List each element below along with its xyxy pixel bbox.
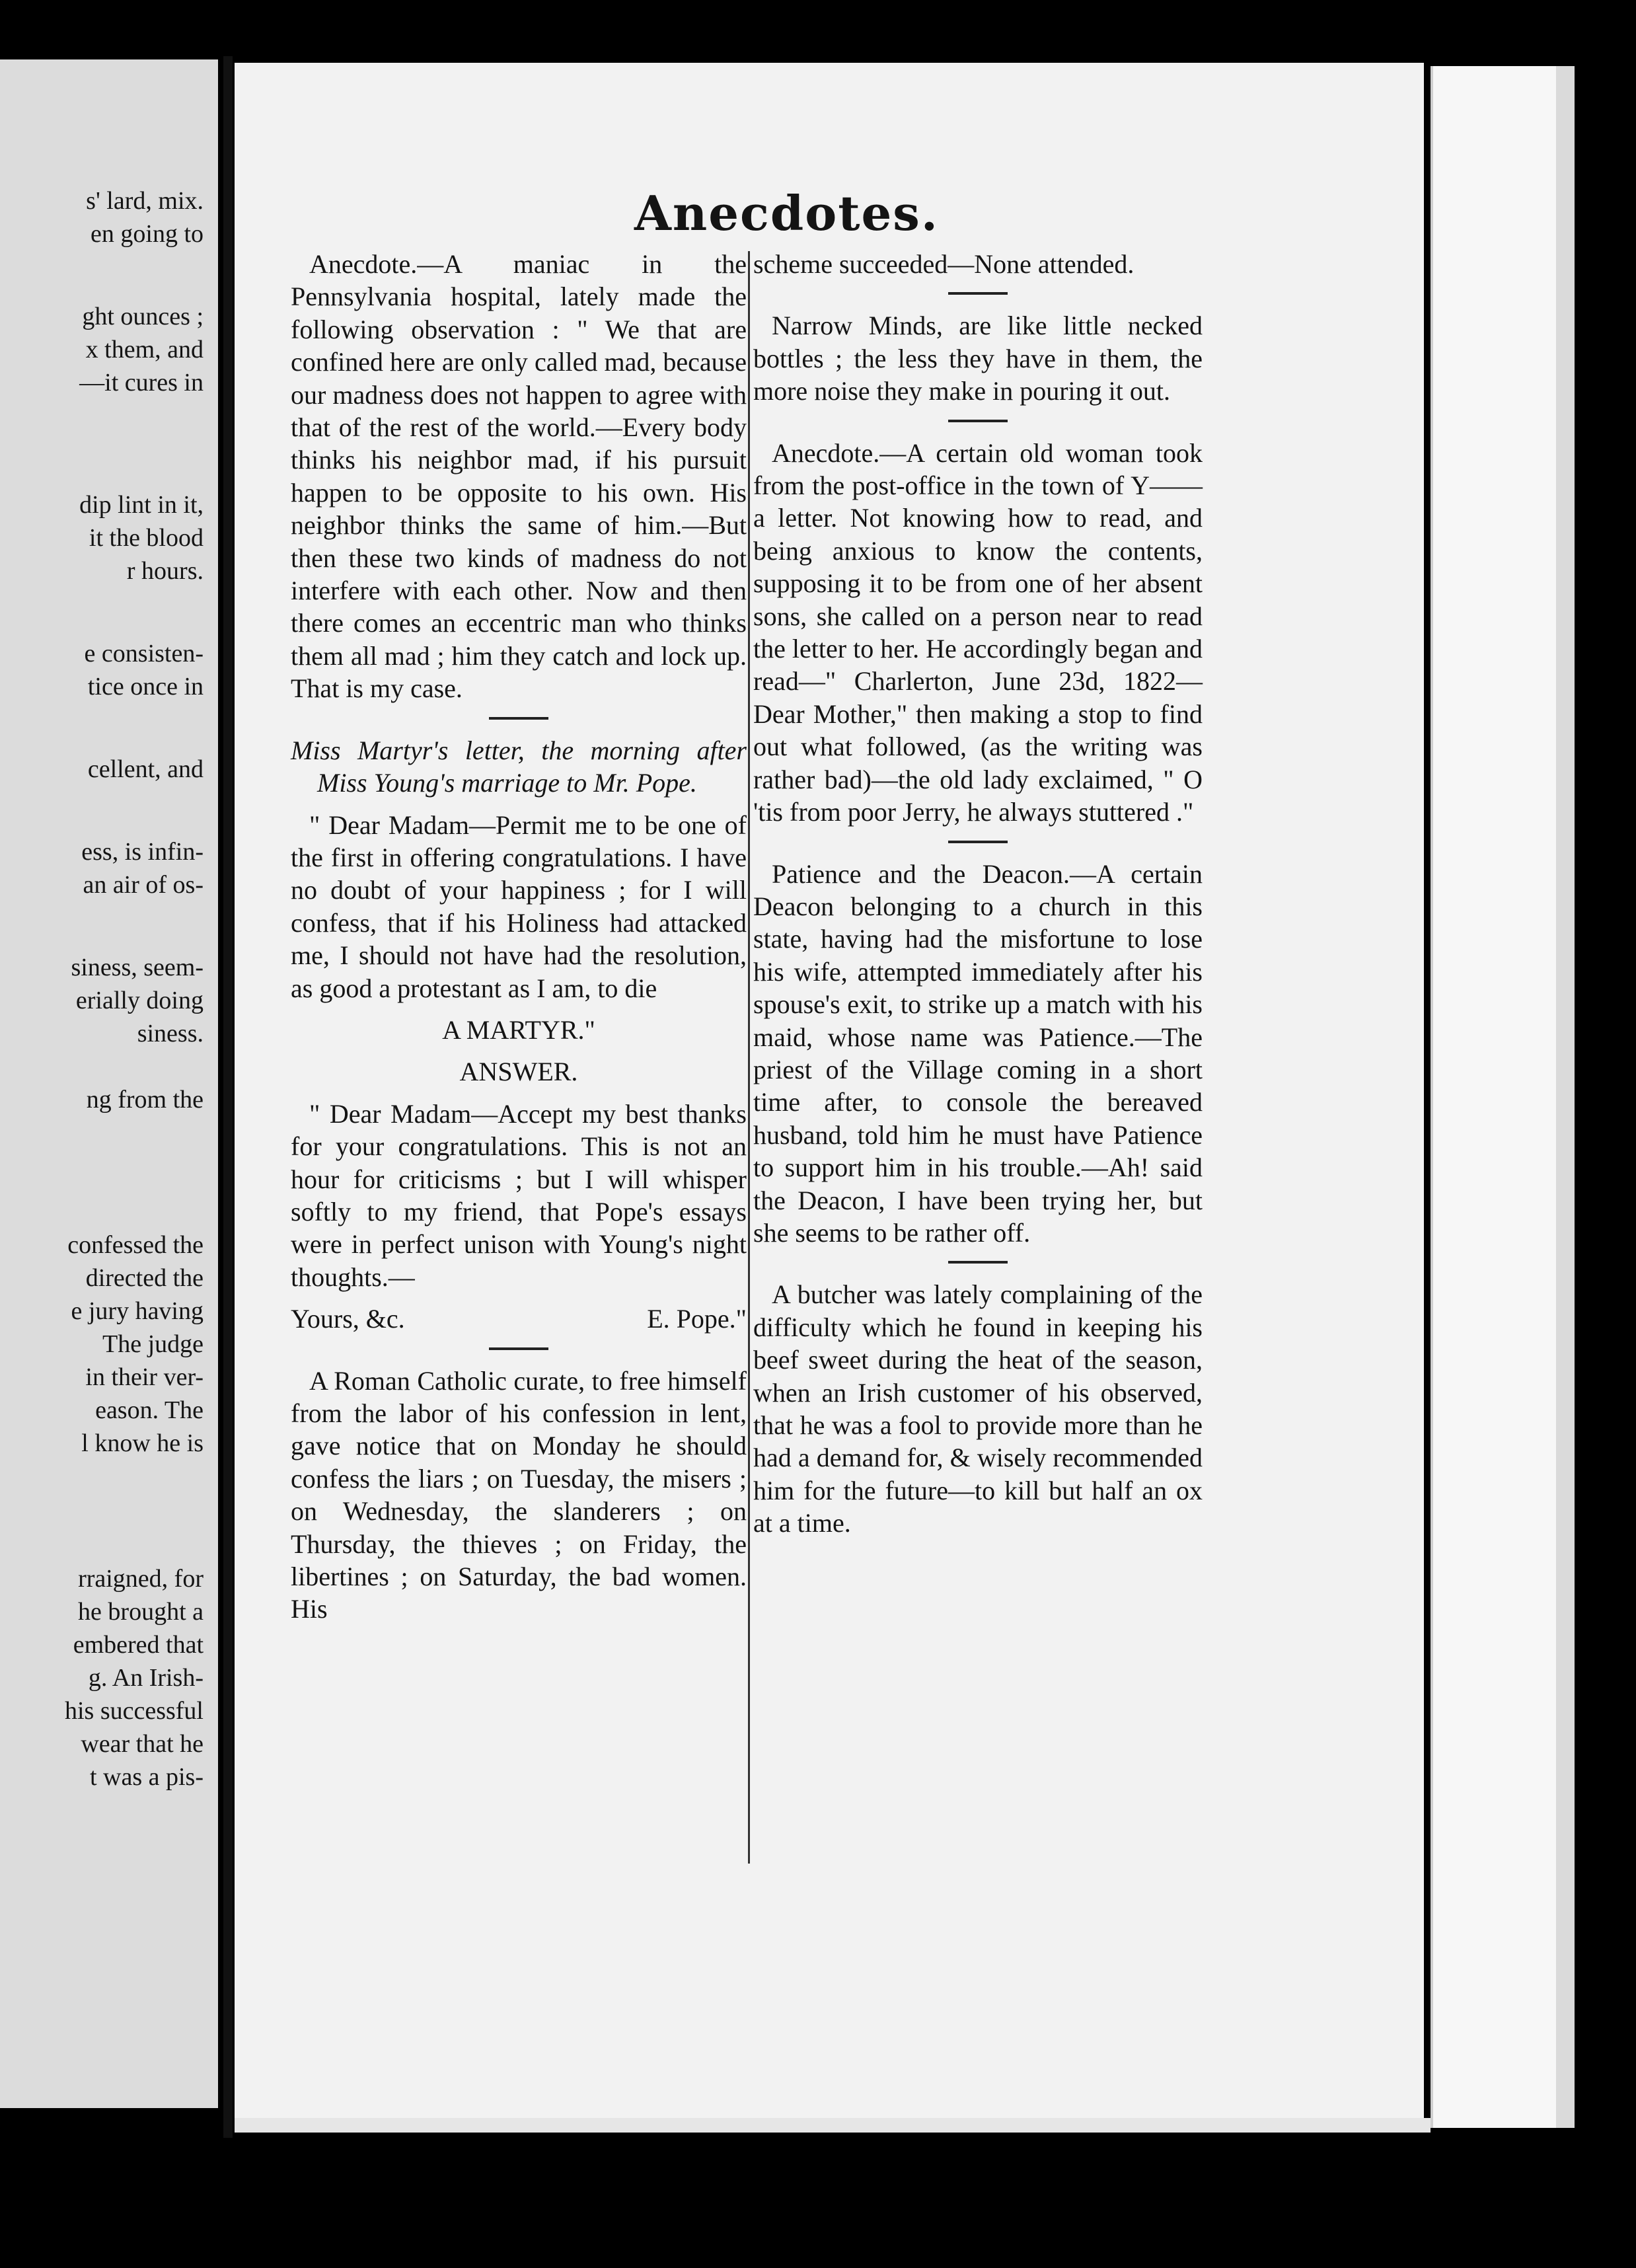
separator-rule (948, 841, 1008, 843)
page-edge-shadow (1556, 66, 1575, 2128)
separator-rule (948, 1261, 1008, 1264)
facing-page-text-fragment: embered that (73, 1631, 204, 1659)
facing-page-fragment (0, 59, 218, 2108)
letter-signature: A MARTYR." (442, 1014, 595, 1045)
facing-page-text-fragment: erially doing (75, 987, 204, 1014)
facing-page-text-fragment: e consisten- (84, 640, 204, 667)
answer-heading: ANSWER. (459, 1057, 578, 1087)
answer-signer: E. Pope." (647, 1304, 747, 1334)
column-1 (291, 248, 747, 1635)
letter-body: " Dear Madam—Permit me to be one of the first in offering congratulations. I have no doubt of your happiness ; for I will confess, that if his Holiness had attacked me, I should not have had the resolution, as good a protestant as I am, to die (291, 810, 747, 1003)
facing-page-text-fragment: r hours. (126, 557, 204, 585)
page-edge (1431, 66, 1559, 2128)
separator-rule (489, 1347, 548, 1350)
facing-page-text-fragment: ess, is infin- (81, 838, 204, 866)
answer-closing: Yours, &c. (291, 1304, 405, 1334)
anecdote-curate-continued: scheme succeeded—None attended. (753, 249, 1134, 279)
facing-page-text-fragment: it the blood (89, 524, 204, 552)
facing-page-text-fragment: —it cures in (79, 369, 204, 397)
separator-rule (489, 717, 548, 720)
facing-page-text-fragment: g. An Irish- (88, 1664, 204, 1692)
facing-page-text-fragment: en going to (91, 220, 204, 248)
answer-body: " Dear Madam—Accept my best thanks for your congratulations. This is not an hour for criticisms ; but I will whisper softly to my friend, that Pope's essays were in perfect unison with Young's night thoughts.— (291, 1098, 747, 1292)
facing-page-text-fragment: cellent, and (87, 755, 204, 783)
facing-page-text-fragment: The judge (102, 1330, 204, 1358)
facing-page-text-fragment: siness. (137, 1020, 204, 1047)
page-bottom-edge (235, 2118, 1431, 2133)
anecdote-curate: A Roman Catholic curate, to free himself from the labor of his confession in lent, gave notice that on Monday he should confess the liars ; on Tuesday, the misers ; on Wednesday, the slanderers ; on Thursday, the thieves ; on Friday, the libertines ; on Saturday, the bad women. His (291, 1365, 747, 1624)
column-2 (753, 248, 1203, 1549)
facing-page-text-fragment: tice once in (87, 673, 204, 700)
anecdote-letter: Anecdote.—A certain old woman took from the post-office in the town of Y—— a letter. Not knowing how to read, and being anxious to know the contents, supposing it to be from one of her absent sons, she called on a person near to read the letter to her. He accordingly began and read—" Charlerton, June 23d, 1822—Dear Mother," then making a stop to find out what followed, (as the writing was rather bad)—the old lady exclaimed, " O 'tis from poor Jerry, he always stuttered ." (753, 437, 1203, 827)
facing-page-text-fragment: an air of os- (83, 871, 204, 899)
patience-deacon: Patience and the Deacon.—A certain Deacon belonging to a church in this state, having had the misfortune to lose his wife, attempted immediately after his spouse's exit, to strike up a match with his maid, whose name was Patience.—The priest of the Village coming in a short time after, to console the bereaved husband, told him he must have Patience to support him in his trouble.—Ah! said the Deacon, I have been trying her, but she seems to be rather off. (753, 858, 1203, 1248)
separator-rule (948, 292, 1008, 295)
facing-page-text-fragment: ng from the (86, 1086, 204, 1114)
facing-page-text-fragment: his successful (64, 1697, 204, 1725)
anecdote-maniac: Anecdote.—A maniac in the Pennsylvania hospital, lately made the following observation : " We that are confined here are only called mad, because our madness does not happen to agree with that of the rest of the world.—Every body thinks his neighbor mad, if his pursuit happen to be opposite to his own. His neighbor thinks the same of him.—But then these two kinds of madness do not interfere with each other. Now and then there comes an eccentric man who thinks them all mad ; him they catch and lock up. That is my case. (291, 249, 747, 704)
facing-page-text-fragment: x them, and (85, 336, 204, 363)
facing-page-text-fragment: directed the (85, 1264, 204, 1292)
butcher-anecdote: A butcher was lately complaining of the difficulty which he found in keeping his beef sweet during the heat of the season, when an Irish customer of his observed, that he was a fool to provide more than he had a demand for, & wisely recommended him for the future—to kill but half an ox at a time. (753, 1279, 1203, 1538)
facing-page-text-fragment: siness, seem- (71, 954, 204, 981)
letter-title: Miss Martyr's letter, the morning after Miss Young's marriage to Mr. Pope. (291, 735, 747, 798)
facing-page-text-fragment: confessed the (67, 1231, 204, 1259)
facing-page-text-fragment: wear that he (81, 1730, 204, 1758)
facing-page-text-fragment: eason. The (95, 1396, 204, 1424)
column-rule (748, 251, 750, 1864)
section-heading: Anecdotes. (634, 185, 939, 241)
facing-page-text-fragment: l know he is (81, 1429, 204, 1457)
page-gutter (223, 56, 233, 2138)
separator-rule (948, 420, 1008, 422)
facing-page-text-fragment: dip lint in it, (79, 491, 204, 519)
facing-page-text-fragment: rraigned, for (78, 1565, 204, 1593)
facing-page-text-fragment: in their ver- (85, 1363, 204, 1391)
facing-page-text-fragment: ght ounces ; (82, 303, 204, 330)
facing-page-text-fragment: e jury having (71, 1297, 204, 1325)
facing-page-text-fragment: he brought a (78, 1598, 204, 1626)
answer-signature (291, 1303, 747, 1335)
narrow-minds: Narrow Minds, are like little necked bottles ; the less they have in them, the more noise they make in pouring it out. (753, 311, 1203, 406)
facing-page-text-fragment: t was a pis- (89, 1763, 204, 1791)
facing-page-text-fragment: s' lard, mix. (86, 187, 204, 215)
